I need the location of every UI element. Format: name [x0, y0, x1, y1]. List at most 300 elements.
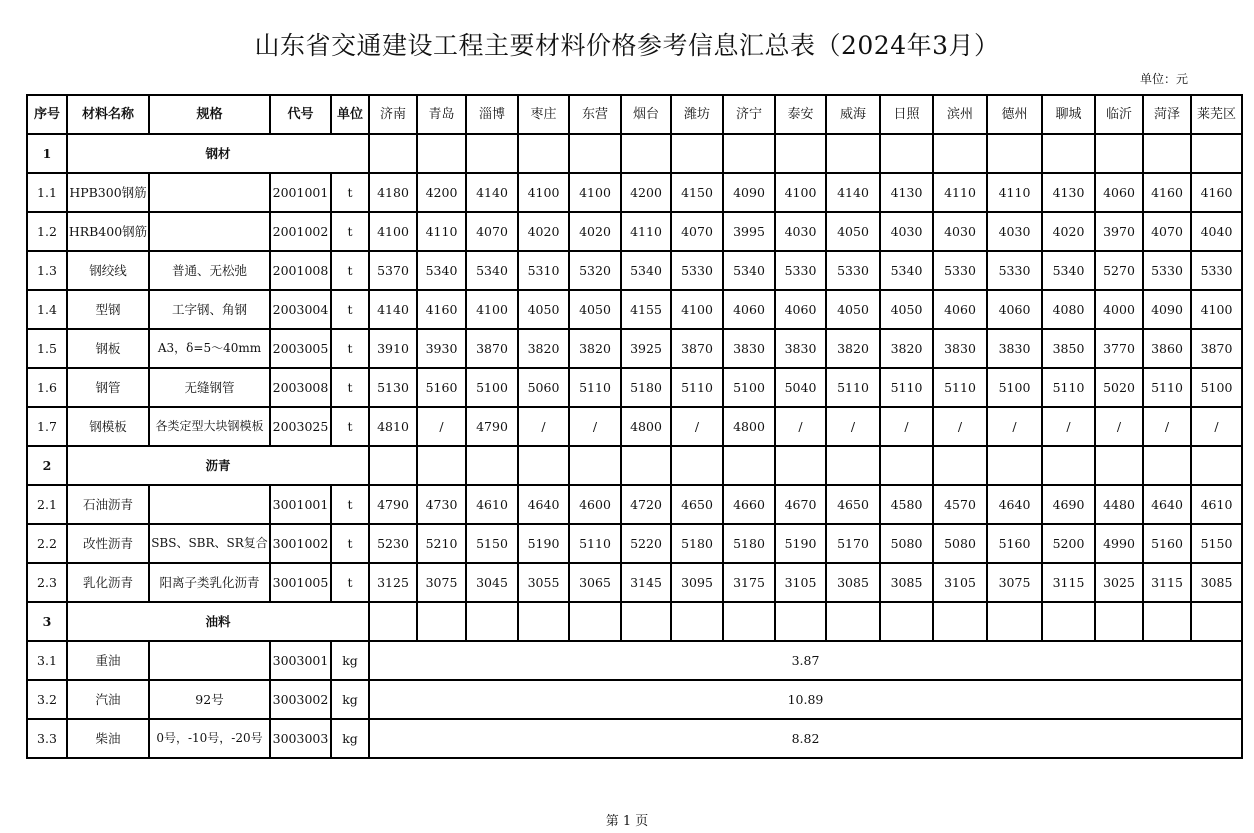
price-cell: 4180 — [369, 173, 417, 212]
empty-cell — [723, 446, 775, 485]
price-cell: 5020 — [1095, 368, 1143, 407]
empty-cell — [671, 446, 723, 485]
empty-cell — [826, 134, 880, 173]
empty-cell — [880, 446, 933, 485]
material-spec: 阳离子类乳化沥青 — [149, 563, 270, 602]
price-cell: 5340 — [417, 251, 466, 290]
price-cell: 4730 — [417, 485, 466, 524]
price-cell: 3820 — [880, 329, 933, 368]
header-spec: 规格 — [149, 95, 270, 134]
price-cell: 4610 — [1191, 485, 1242, 524]
price-cell: 5100 — [723, 368, 775, 407]
price-cell: 3770 — [1095, 329, 1143, 368]
header-city: 东营 — [569, 95, 621, 134]
empty-cell — [1191, 446, 1242, 485]
empty-cell — [826, 446, 880, 485]
price-cell: 5330 — [671, 251, 723, 290]
material-spec — [149, 212, 270, 251]
price-cell: 3085 — [1191, 563, 1242, 602]
empty-cell — [826, 602, 880, 641]
price-cell: 5320 — [569, 251, 621, 290]
material-spec: SBS、SBR、SR复合 — [149, 524, 270, 563]
price-cell: 5170 — [826, 524, 880, 563]
price-cell: 5180 — [671, 524, 723, 563]
price-cell: 3970 — [1095, 212, 1143, 251]
empty-cell — [1095, 602, 1143, 641]
material-code: 3003001 — [270, 641, 331, 680]
page-number: 第 1 页 — [605, 814, 649, 829]
uniform-price-cell: 10.89 — [369, 680, 1242, 719]
header-code: 代号 — [270, 95, 331, 134]
price-cell: 4060 — [775, 290, 826, 329]
price-cell: 5330 — [826, 251, 880, 290]
price-cell: 4160 — [417, 290, 466, 329]
price-cell: 4800 — [621, 407, 671, 446]
empty-cell — [1191, 134, 1242, 173]
table-row — [27, 368, 1242, 407]
price-cell: 4080 — [1042, 290, 1095, 329]
header-city: 莱芜区 — [1191, 95, 1242, 134]
header-city: 潍坊 — [671, 95, 723, 134]
header-city: 枣庄 — [518, 95, 569, 134]
unit-note: 单位：元 — [1140, 72, 1189, 86]
empty-cell — [621, 134, 671, 173]
material-code: 3003003 — [270, 719, 331, 758]
material-name: 钢板 — [67, 329, 149, 368]
table-row — [27, 290, 1242, 329]
price-cell: 4580 — [880, 485, 933, 524]
category-row — [27, 134, 1242, 173]
price-cell: 4070 — [1143, 212, 1191, 251]
price-cell: 4790 — [369, 485, 417, 524]
price-cell: 4030 — [987, 212, 1042, 251]
price-cell: / — [1191, 407, 1242, 446]
empty-cell — [671, 602, 723, 641]
price-cell: 4110 — [987, 173, 1042, 212]
header-city: 淄博 — [466, 95, 518, 134]
material-spec — [149, 173, 270, 212]
price-cell: 3830 — [723, 329, 775, 368]
header-seq: 序号 — [27, 95, 67, 134]
category-name: 钢材 — [67, 134, 369, 173]
price-cell: 4050 — [569, 290, 621, 329]
price-cell: 5340 — [880, 251, 933, 290]
material-code: 3003002 — [270, 680, 331, 719]
price-cell: 4720 — [621, 485, 671, 524]
price-cell: 3025 — [1095, 563, 1143, 602]
empty-cell — [987, 446, 1042, 485]
price-cell: 5340 — [723, 251, 775, 290]
material-code: 2003005 — [270, 329, 331, 368]
price-cell: 3105 — [933, 563, 987, 602]
price-cell: 4060 — [723, 290, 775, 329]
row-seq: 1 — [27, 134, 67, 173]
material-code: 2003025 — [270, 407, 331, 446]
price-cell: / — [775, 407, 826, 446]
price-cell: 4650 — [826, 485, 880, 524]
price-cell: 5340 — [1042, 251, 1095, 290]
empty-cell — [987, 602, 1042, 641]
price-cell: 4140 — [826, 173, 880, 212]
price-cell: 4030 — [880, 212, 933, 251]
header-city: 济南 — [369, 95, 417, 134]
price-cell: / — [1095, 407, 1143, 446]
material-name: 钢管 — [67, 368, 149, 407]
material-unit: t — [331, 212, 369, 251]
row-seq: 1.6 — [27, 368, 67, 407]
price-cell: 4070 — [466, 212, 518, 251]
row-seq: 3.2 — [27, 680, 67, 719]
empty-cell — [1042, 446, 1095, 485]
price-table — [26, 94, 1243, 759]
price-cell: 4020 — [1042, 212, 1095, 251]
price-cell: 4040 — [1191, 212, 1242, 251]
material-unit: t — [331, 407, 369, 446]
price-cell: 4050 — [826, 290, 880, 329]
material-name: HRB400钢筋 — [67, 212, 149, 251]
price-cell: 5150 — [466, 524, 518, 563]
price-cell: 5330 — [1191, 251, 1242, 290]
empty-cell — [1042, 602, 1095, 641]
price-cell: 5110 — [1042, 368, 1095, 407]
price-cell: 5080 — [933, 524, 987, 563]
price-cell: / — [518, 407, 569, 446]
category-row — [27, 446, 1242, 485]
price-cell: 4150 — [671, 173, 723, 212]
empty-cell — [1095, 134, 1143, 173]
price-cell: 5180 — [723, 524, 775, 563]
table-row — [27, 329, 1242, 368]
row-seq: 2.2 — [27, 524, 67, 563]
price-cell: 4130 — [1042, 173, 1095, 212]
price-cell: 4100 — [1191, 290, 1242, 329]
price-cell: 4100 — [466, 290, 518, 329]
price-cell: 5330 — [987, 251, 1042, 290]
price-cell: 4640 — [518, 485, 569, 524]
price-cell: 4160 — [1191, 173, 1242, 212]
price-cell: 4100 — [671, 290, 723, 329]
price-cell: 5100 — [1191, 368, 1242, 407]
material-name: 汽油 — [67, 680, 149, 719]
price-cell: 5100 — [987, 368, 1042, 407]
price-cell: / — [880, 407, 933, 446]
price-cell: 4660 — [723, 485, 775, 524]
material-unit: kg — [331, 641, 369, 680]
header-city: 日照 — [880, 95, 933, 134]
price-cell: / — [1042, 407, 1095, 446]
price-cell: 5200 — [1042, 524, 1095, 563]
price-cell: 4030 — [775, 212, 826, 251]
price-cell: 4030 — [933, 212, 987, 251]
price-cell: 3995 — [723, 212, 775, 251]
price-cell: 4200 — [417, 173, 466, 212]
material-code: 3001005 — [270, 563, 331, 602]
price-cell: 3870 — [671, 329, 723, 368]
price-cell: 4020 — [569, 212, 621, 251]
price-cell: / — [933, 407, 987, 446]
price-cell: 4670 — [775, 485, 826, 524]
material-unit: t — [331, 290, 369, 329]
empty-cell — [621, 446, 671, 485]
price-cell: 4110 — [933, 173, 987, 212]
category-name: 沥青 — [67, 446, 369, 485]
price-cell: 4070 — [671, 212, 723, 251]
empty-cell — [723, 602, 775, 641]
price-cell: 5150 — [1191, 524, 1242, 563]
material-unit: kg — [331, 680, 369, 719]
table-row — [27, 680, 1242, 719]
price-cell: 5110 — [671, 368, 723, 407]
empty-cell — [775, 602, 826, 641]
price-cell: 3925 — [621, 329, 671, 368]
price-cell: 3075 — [417, 563, 466, 602]
price-cell: 5370 — [369, 251, 417, 290]
empty-cell — [775, 134, 826, 173]
material-code: 2001002 — [270, 212, 331, 251]
row-seq: 1.3 — [27, 251, 67, 290]
header-city: 威海 — [826, 95, 880, 134]
price-cell: 5220 — [621, 524, 671, 563]
price-cell: 4100 — [775, 173, 826, 212]
material-spec — [149, 641, 270, 680]
empty-cell — [880, 602, 933, 641]
empty-cell — [466, 446, 518, 485]
price-cell: 4690 — [1042, 485, 1095, 524]
price-cell: 4610 — [466, 485, 518, 524]
price-cell: / — [671, 407, 723, 446]
material-spec: 各类定型大块钢模板 — [149, 407, 270, 446]
material-unit: t — [331, 485, 369, 524]
material-code: 2001008 — [270, 251, 331, 290]
price-cell: 4090 — [723, 173, 775, 212]
table-row — [27, 563, 1242, 602]
price-cell: 4100 — [569, 173, 621, 212]
price-cell: / — [1143, 407, 1191, 446]
price-cell: 4110 — [621, 212, 671, 251]
price-cell: 3820 — [569, 329, 621, 368]
price-cell: 3930 — [417, 329, 466, 368]
price-cell: 5340 — [466, 251, 518, 290]
material-unit: t — [331, 251, 369, 290]
price-cell: 4140 — [369, 290, 417, 329]
price-cell: 3870 — [466, 329, 518, 368]
material-name: 乳化沥青 — [67, 563, 149, 602]
price-cell: 4650 — [671, 485, 723, 524]
price-cell: 4790 — [466, 407, 518, 446]
price-cell: 3055 — [518, 563, 569, 602]
price-cell: 5110 — [569, 524, 621, 563]
price-cell: 4810 — [369, 407, 417, 446]
price-cell: 3065 — [569, 563, 621, 602]
material-spec — [149, 485, 270, 524]
material-name: 重油 — [67, 641, 149, 680]
table-row — [27, 212, 1242, 251]
price-cell: / — [987, 407, 1042, 446]
price-cell: 4090 — [1143, 290, 1191, 329]
price-cell: 4600 — [569, 485, 621, 524]
material-unit: t — [331, 524, 369, 563]
row-seq: 2.1 — [27, 485, 67, 524]
row-seq: 1.7 — [27, 407, 67, 446]
price-cell: 3115 — [1042, 563, 1095, 602]
category-row — [27, 602, 1242, 641]
price-cell: 5110 — [933, 368, 987, 407]
header-unit: 单位 — [331, 95, 369, 134]
table-row — [27, 524, 1242, 563]
empty-cell — [1143, 446, 1191, 485]
material-spec: 92号 — [149, 680, 270, 719]
header-city: 菏泽 — [1143, 95, 1191, 134]
price-cell: 4640 — [1143, 485, 1191, 524]
material-spec: 普通、无松弛 — [149, 251, 270, 290]
material-name: HPB300钢筋 — [67, 173, 149, 212]
price-cell: 4020 — [518, 212, 569, 251]
price-cell: 3870 — [1191, 329, 1242, 368]
material-name: 柴油 — [67, 719, 149, 758]
price-cell: 4060 — [987, 290, 1042, 329]
price-cell: 3105 — [775, 563, 826, 602]
price-cell: 3045 — [466, 563, 518, 602]
header-city: 临沂 — [1095, 95, 1143, 134]
price-cell: 4140 — [466, 173, 518, 212]
material-code: 2001001 — [270, 173, 331, 212]
price-cell: 5100 — [466, 368, 518, 407]
price-cell: 5060 — [518, 368, 569, 407]
price-cell: 4110 — [417, 212, 466, 251]
row-seq: 2 — [27, 446, 67, 485]
empty-cell — [518, 134, 569, 173]
header-city: 聊城 — [1042, 95, 1095, 134]
header-city: 德州 — [987, 95, 1042, 134]
price-cell: 5110 — [1143, 368, 1191, 407]
price-cell: 4130 — [880, 173, 933, 212]
uniform-price-cell: 8.82 — [369, 719, 1242, 758]
empty-cell — [369, 602, 417, 641]
price-cell: 3830 — [775, 329, 826, 368]
price-cell: 3830 — [933, 329, 987, 368]
material-unit: t — [331, 329, 369, 368]
empty-cell — [466, 134, 518, 173]
price-cell: 4640 — [987, 485, 1042, 524]
material-name: 改性沥青 — [67, 524, 149, 563]
price-cell: 3820 — [826, 329, 880, 368]
header-city: 烟台 — [621, 95, 671, 134]
empty-cell — [987, 134, 1042, 173]
row-seq: 3 — [27, 602, 67, 641]
price-cell: 5310 — [518, 251, 569, 290]
header-city: 滨州 — [933, 95, 987, 134]
price-cell: 3820 — [518, 329, 569, 368]
empty-cell — [775, 446, 826, 485]
empty-cell — [417, 134, 466, 173]
price-cell: 5110 — [880, 368, 933, 407]
material-spec: 无缝钢管 — [149, 368, 270, 407]
price-cell: 3085 — [880, 563, 933, 602]
price-cell: 5210 — [417, 524, 466, 563]
price-cell: 4050 — [518, 290, 569, 329]
header-name: 材料名称 — [67, 95, 149, 134]
material-code: 2003004 — [270, 290, 331, 329]
row-seq: 1.5 — [27, 329, 67, 368]
price-cell: 4200 — [621, 173, 671, 212]
price-cell: 5160 — [417, 368, 466, 407]
price-cell: 5110 — [569, 368, 621, 407]
empty-cell — [518, 602, 569, 641]
empty-cell — [880, 134, 933, 173]
price-cell: 4000 — [1095, 290, 1143, 329]
price-cell: 5110 — [826, 368, 880, 407]
empty-cell — [671, 134, 723, 173]
price-cell: 5190 — [775, 524, 826, 563]
material-code: 3001002 — [270, 524, 331, 563]
price-cell: 3830 — [987, 329, 1042, 368]
empty-cell — [369, 134, 417, 173]
price-cell: 3860 — [1143, 329, 1191, 368]
empty-cell — [1042, 134, 1095, 173]
price-cell: 5040 — [775, 368, 826, 407]
price-cell: 4100 — [369, 212, 417, 251]
table-row — [27, 173, 1242, 212]
price-cell: 3085 — [826, 563, 880, 602]
price-cell: / — [417, 407, 466, 446]
price-cell: 4100 — [518, 173, 569, 212]
price-cell: 5080 — [880, 524, 933, 563]
price-cell: 3850 — [1042, 329, 1095, 368]
document-title: 山东省交通建设工程主要材料价格参考信息汇总表（2024年3月） — [254, 31, 1000, 60]
price-cell: 5270 — [1095, 251, 1143, 290]
header-city: 泰安 — [775, 95, 826, 134]
material-name: 石油沥青 — [67, 485, 149, 524]
empty-cell — [621, 602, 671, 641]
price-cell: 4160 — [1143, 173, 1191, 212]
price-cell: 5330 — [775, 251, 826, 290]
empty-cell — [933, 602, 987, 641]
price-cell: 4800 — [723, 407, 775, 446]
empty-cell — [1143, 602, 1191, 641]
empty-cell — [1095, 446, 1143, 485]
table-row — [27, 641, 1242, 680]
empty-cell — [1143, 134, 1191, 173]
price-cell: 5340 — [621, 251, 671, 290]
price-cell: 3115 — [1143, 563, 1191, 602]
price-cell: 4480 — [1095, 485, 1143, 524]
material-code: 3001001 — [270, 485, 331, 524]
uniform-price-cell: 3.87 — [369, 641, 1242, 680]
empty-cell — [933, 446, 987, 485]
empty-cell — [417, 602, 466, 641]
row-seq: 3.1 — [27, 641, 67, 680]
price-cell: 3910 — [369, 329, 417, 368]
price-cell: 4050 — [880, 290, 933, 329]
row-seq: 1.2 — [27, 212, 67, 251]
table-row — [27, 407, 1242, 446]
table-row — [27, 485, 1242, 524]
material-name: 型钢 — [67, 290, 149, 329]
price-cell: 5160 — [987, 524, 1042, 563]
material-unit: t — [331, 368, 369, 407]
material-name: 钢绞线 — [67, 251, 149, 290]
material-unit: t — [331, 173, 369, 212]
price-cell: 5160 — [1143, 524, 1191, 563]
price-cell: 4990 — [1095, 524, 1143, 563]
price-cell: 3125 — [369, 563, 417, 602]
header-row — [27, 95, 1242, 134]
empty-cell — [369, 446, 417, 485]
empty-cell — [569, 134, 621, 173]
material-spec: 0号，-10号，-20号 — [149, 719, 270, 758]
price-cell: 4060 — [933, 290, 987, 329]
empty-cell — [569, 446, 621, 485]
